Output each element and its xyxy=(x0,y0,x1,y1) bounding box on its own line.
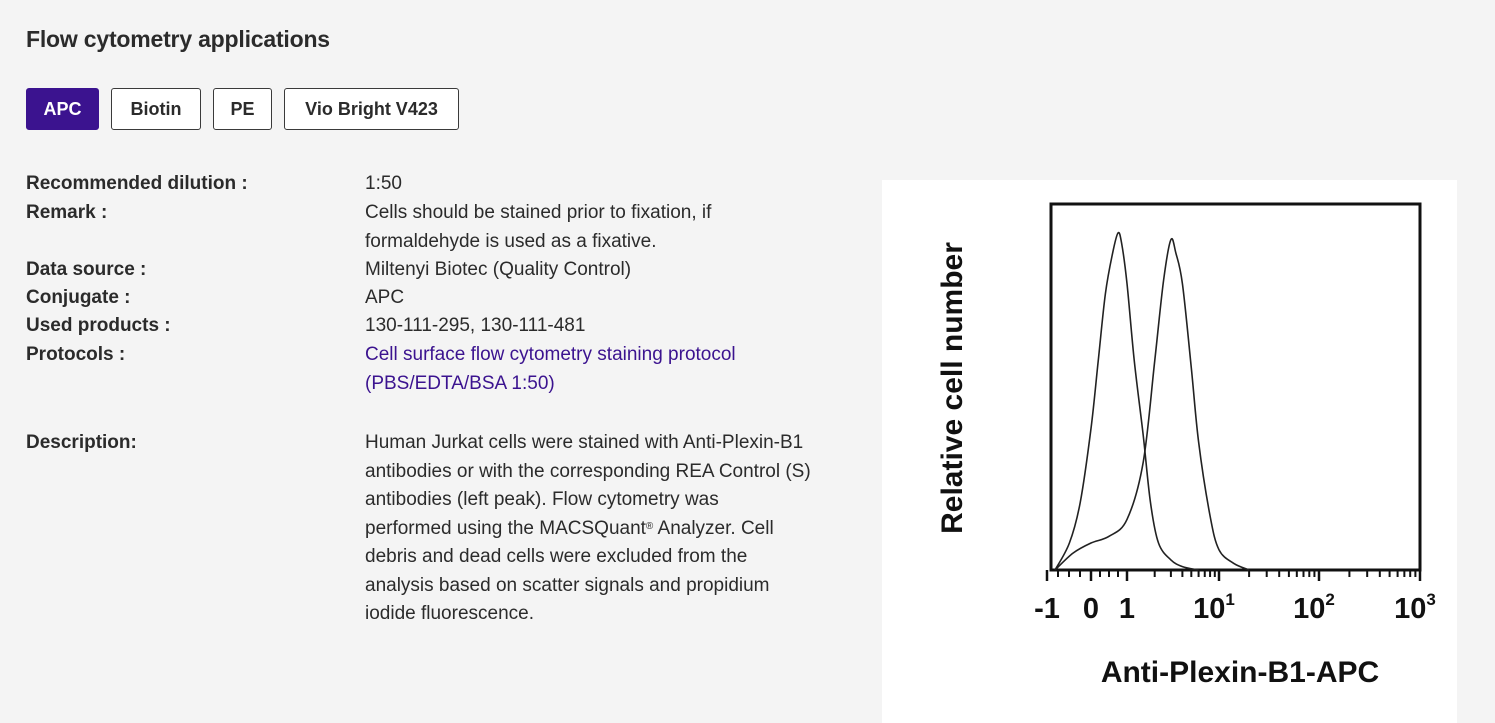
flow-cytometry-histogram xyxy=(882,180,1457,723)
conjugate-label: Conjugate : xyxy=(26,287,131,308)
tab-biotin[interactable]: Biotin xyxy=(111,88,201,130)
remark-line: formaldehyde is used as a fixative. xyxy=(365,230,657,252)
data-source-label: Data source : xyxy=(26,259,147,280)
x-tick-labels xyxy=(1034,590,1436,625)
description-line: Human Jurkat cells were stained with Anti-Plexin-B1 xyxy=(365,432,804,453)
data-source-value: Miltenyi Biotec (Quality Control) xyxy=(365,259,632,280)
x-tick-label: $10^3$ xyxy=(1394,590,1436,625)
tab-apc[interactable]: APC xyxy=(26,88,99,130)
histogram-chart xyxy=(882,180,1457,723)
tab-pe[interactable]: PE xyxy=(213,88,272,130)
x-axis-ticks xyxy=(1047,570,1420,581)
x-tick-label: -1 xyxy=(1034,593,1060,625)
protocol-link-line[interactable]: (PBS/EDTA/BSA 1:50) xyxy=(365,372,555,394)
y-axis-label: Relative cell number xyxy=(936,242,969,534)
description-line: debris and dead cells were excluded from the xyxy=(365,546,748,567)
description-line: antibodies or with the corresponding REA Control (S) xyxy=(365,460,811,482)
registered-mark: ® xyxy=(645,520,654,532)
dilution-value: 1:50 xyxy=(365,173,402,194)
x-tick-label: 1 xyxy=(1118,593,1136,625)
protocols-label: Protocols : xyxy=(26,344,126,365)
series-line-anti-plexin-b1 xyxy=(1055,239,1249,570)
description-line: antibodies (left peak). Flow cytometry was xyxy=(365,489,719,510)
description-line: analysis based on scatter signals and propidium xyxy=(365,574,770,596)
remark-label: Remark : xyxy=(26,202,108,223)
tab-vio-bright-v423[interactable]: Vio Bright V423 xyxy=(284,88,459,130)
used-products-value: 130-111-295, 130-111-481 xyxy=(365,315,586,336)
description-line: iodide fluorescence. xyxy=(365,603,534,624)
plot-frame xyxy=(1051,204,1420,570)
dilution-label: Recommended dilution : xyxy=(26,173,248,194)
x-tick-label: 0 xyxy=(1082,593,1100,625)
protocol-link[interactable] xyxy=(365,341,845,398)
x-tick-label: $10^2$ xyxy=(1293,590,1335,625)
conjugate-value: APC xyxy=(365,287,405,308)
remark-line: Cells should be stained prior to fixation, if xyxy=(365,202,712,223)
x-axis-label: Anti-Plexin-B1-APC xyxy=(1100,656,1380,689)
conjugate-tabs xyxy=(26,88,459,130)
used-products-label: Used products : xyxy=(26,315,171,336)
description-text-part: Analyzer. Cell xyxy=(653,517,774,539)
protocol-link-line[interactable]: Cell surface flow cytometry staining protocol xyxy=(365,344,736,365)
description-label: Description: xyxy=(26,432,137,453)
x-tick-label: $10^1$ xyxy=(1193,590,1235,625)
description-text xyxy=(365,429,845,629)
description-text-part: performed using the MACSQuant xyxy=(365,517,646,539)
remark-value xyxy=(365,199,845,256)
section-title: Flow cytometry applications xyxy=(26,26,330,52)
description-line xyxy=(365,515,845,544)
